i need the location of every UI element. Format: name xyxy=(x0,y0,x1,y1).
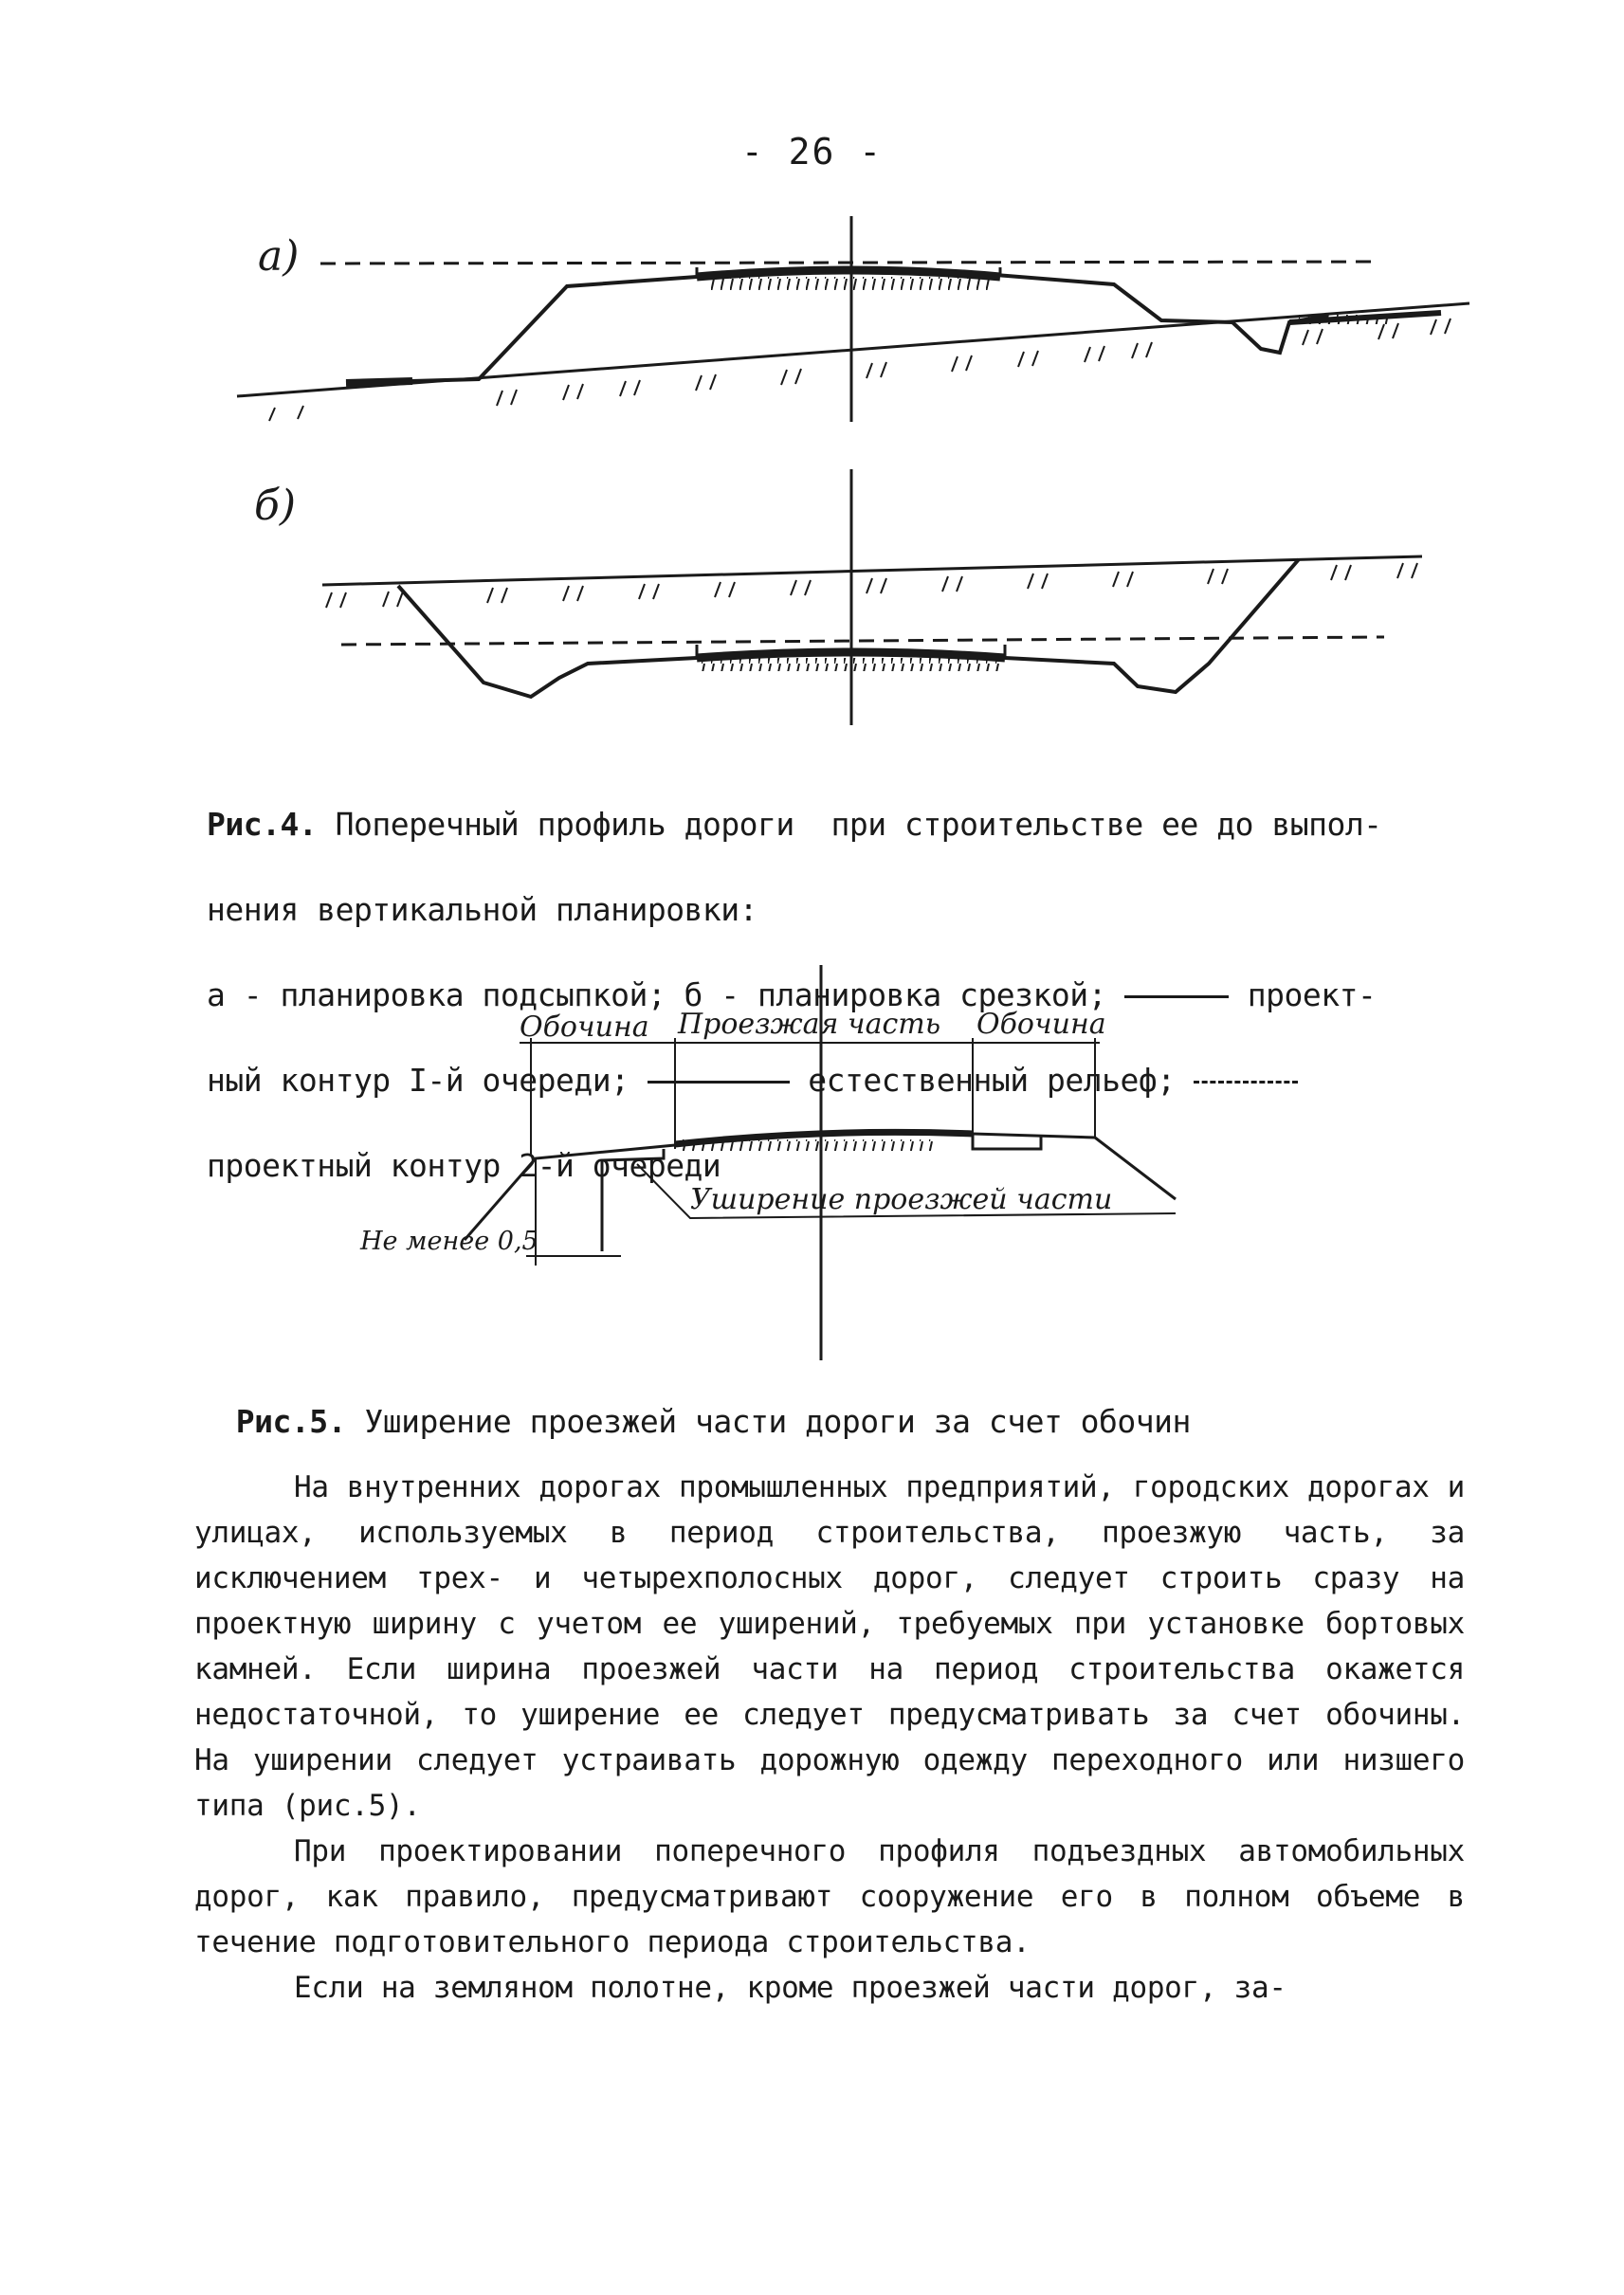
carriageway-label: Проезжая часть xyxy=(678,1008,941,1041)
caption-line-2: нения вертикальной планировки: xyxy=(207,891,758,928)
caption-line-1: Поперечный профиль дороги при строительстве ее до выпол- xyxy=(335,806,1382,843)
hatched-line-sample xyxy=(648,1081,790,1084)
figure-5-caption-text: Уширение проезжей части дороги за счет обочин xyxy=(364,1403,1191,1440)
paragraph-3: Если на земляном полотне, кроме проезжей части дорог, за- xyxy=(294,1971,1286,2005)
pavement xyxy=(697,270,1000,277)
figure-4b-cut xyxy=(254,469,1422,725)
body-text xyxy=(194,1465,1465,2011)
widening-label: Уширение проезжей части xyxy=(690,1183,1113,1216)
ground-hatching xyxy=(269,319,1451,421)
figure-5-caption xyxy=(199,1379,1191,1440)
caption-line-3b: проект- xyxy=(1247,976,1377,1013)
min-dimension-label: Не менее 0,5 xyxy=(360,1227,538,1256)
figure-5-prefix: Рис.5. xyxy=(235,1403,346,1440)
figure-4-prefix: Рис.4. xyxy=(207,806,318,843)
figure-4b-label: б) xyxy=(254,482,297,530)
caption-line-5: проектный контур 2-й очереди xyxy=(207,1147,721,1184)
paragraph-1: На внутренних дорогах промышленных предприятий, городских дорогах и улицах, используемых в период строительства, проезжую часть, за исключением трех- и четырехполосных дорог, следует строить сразу на проектную ширину с учетом ее уширений, требуемых при установке бортовых камней. Если ширина проезжей части на период строительства окажется недостаточной, то уширение ее следует предусматривать за счет обочины. На уширении следует устраивать дорожную одежду переходного или низшего типа (рис.5). xyxy=(194,1470,1465,1823)
shoulder-left-label: Обочина xyxy=(520,1011,649,1044)
figure-4a-embankment xyxy=(237,216,1469,422)
page-number: - 26 - xyxy=(740,131,884,173)
caption-line-4b: естественный рельеф; xyxy=(808,1062,1176,1099)
solid-line-sample xyxy=(1124,995,1229,998)
shoulder-right-label: Обочина xyxy=(976,1008,1106,1041)
caption-line-4a: ный контур I-й очереди; xyxy=(207,1062,630,1099)
dashed-line-sample xyxy=(1194,1081,1298,1084)
paragraph-2: При проектировании поперечного профиля подъездных автомобильных дорог, как правило, предусматривают сооружение его в полном объеме в течение подготовительного периода строительства. xyxy=(194,1834,1465,1959)
figure-4a-label: а) xyxy=(258,232,300,281)
figure-4-caption xyxy=(207,754,1382,1209)
caption-line-3a: а - планировка подсыпкой; б - планировка срезкой; xyxy=(207,976,1107,1013)
